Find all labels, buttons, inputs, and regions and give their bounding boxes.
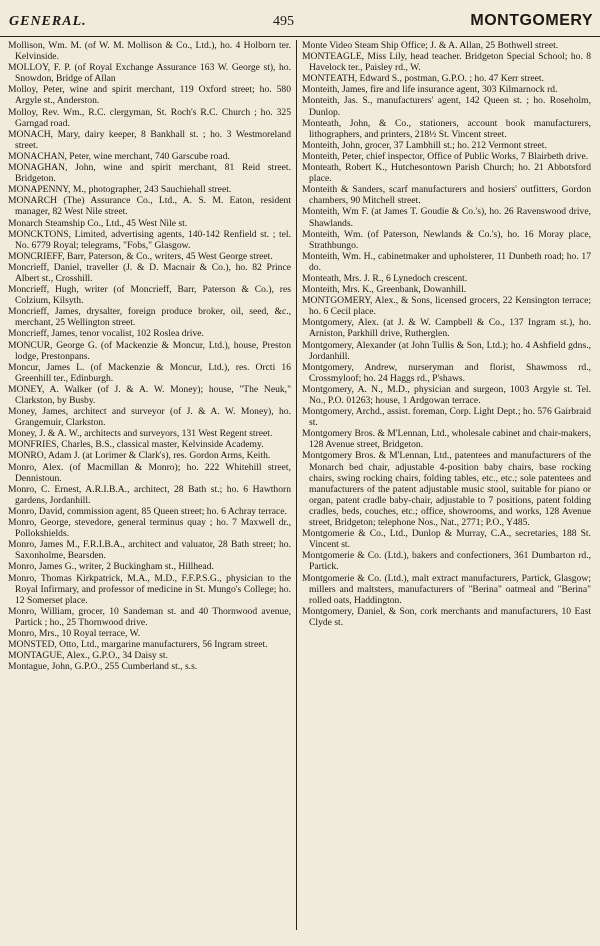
directory-entry: Montgomerie & Co., Ltd., Dunlop & Murray, C.A., secretaries, 188 St. Vincent st.: [302, 528, 591, 551]
directory-entry: Molloy, Rev. Wm., R.C. clergyman, St. Roch's R.C. Church ; ho. 325 Garngad road.: [8, 106, 291, 129]
surname-heading: MONTGOMERY: [470, 12, 593, 29]
directory-entry: MONARCH (The) Assurance Co., Ltd., A. S. M. Eaton, resident manager, 82 West Nile street.: [8, 195, 291, 218]
directory-entry: Monteith, John, grocer, 37 Lambhill st.; ho. 212 Vermont street.: [302, 139, 547, 151]
directory-entry: Mollison, Wm. M. (of W. M. Mollison & Co., Ltd.), ho. 4 Holborn ter. Kelvinside.: [8, 40, 291, 63]
directory-entry: Montgomery, A. N., M.D., physician and surgeon, 1003 Argyle st. Tel. No., P.O. 01263; house, 1 Ardgowan terrace.: [302, 383, 591, 406]
section-title: GENERAL.: [9, 14, 87, 29]
directory-entry: Monteith, James, fire and life insurance agent, 303 Kilmarnock rd.: [302, 84, 558, 96]
directory-entry: MONCKTONS, Limited, advertising agents, 140-142 Renfield st. ; tel. No. 6779 Royal; telegrams, "Fobs," Glasgow.: [8, 228, 291, 251]
directory-entry: Molloy, Peter, wine and spirit merchant, 119 Oxford street; ho. 580 Argyle st., Anderston.: [8, 84, 291, 107]
running-header: [0, 12, 600, 37]
directory-entry: Monteith, Jas. S., manufacturers' agent, 142 Queen st. ; ho. Roseholm, Dunlop.: [302, 95, 591, 118]
directory-entry: Montgomerie & Co. (Ltd.), bakers and confectioners, 361 Dumbarton rd., Partick.: [302, 550, 591, 573]
directory-entry: Montgomery Bros. & M'Lennan, Ltd., wholesale cabinet and chair-makers, 128 Avenue street, Bridgeton.: [302, 428, 592, 451]
right-column: [302, 40, 591, 628]
directory-entry: Money, James, architect and surveyor (of J. & A. W. Money), ho. Grangemuir, Clarkston.: [8, 406, 291, 429]
directory-entry: MONFRIES, Charles, B.S., classical master, Kelvinside Academy.: [8, 439, 264, 451]
directory-entry: MONACH, Mary, dairy keeper, 8 Bankhall st. ; ho. 3 Westmoreland street.: [8, 128, 291, 151]
directory-entry: Moncrieff, Hugh, writer (of Moncrieff, Barr, Paterson & Co.), res Colzium, Kilsyth.: [8, 284, 291, 307]
directory-entry: Montgomery Bros. & M'Lennan, Ltd., patentees and manufacturers of the Monarch bed chair, adjustable 4-position baby chairs, base rocking chairs, swing rocking chairs, folding tables, etc., etc.; sole patentees and manufacturers of the patent adjustable music stool, suitable for piano or organ, patent cradle baby-chair, adjustable to 7 positions, patent folding cradles, beds, couches, etc.; office, showrooms, and works, 128 Avenue street, Bridgeton; telephone Nos., Nat., 2771; P.O., Y485.: [302, 450, 591, 529]
directory-entry: Monteith, Peter, chief inspector, Office of Public Works, 7 Blairbeth drive.: [302, 150, 589, 162]
directory-entry: Montgomery, Archd., assist. foreman, Corp. Light Dept.; ho. 576 Gairbraid st.: [302, 406, 591, 429]
directory-entry: Money, J. & A. W., architects and surveyors, 131 West Regent street.: [8, 428, 273, 440]
directory-entry: Monte Video Steam Ship Office; J. & A. Allan, 25 Bothwell street.: [302, 40, 559, 51]
directory-entry: Montgomery, Andrew, nurseryman and florist, Shawmoss rd., Crossmyloof; ho. 24 Haggs rd., P'shaws.: [302, 361, 591, 384]
directory-entry: Monro, Alex. (of Macmillan & Monro); ho. 222 Whitehill street, Dennistoun.: [8, 461, 291, 484]
directory-entry: MONTGOMERY, Alex., & Sons, licensed grocers, 22 Kensington terrace; ho. 6 Cecil place.: [302, 295, 591, 318]
directory-entry: MONRO, Adam J. (at Lorimer & Clark's), res. Gordon Arms, Keith.: [8, 450, 271, 462]
directory-entry: Monro, C. Ernest, A.R.I.B.A., architect, 28 Bath st.; ho. 6 Hawthorn gardens, Jordanhill.: [8, 483, 291, 506]
directory-entry: Monro, George, stevedore, general terminus quay ; ho. 7 Maxwell dr., Pollokshields.: [8, 517, 291, 540]
directory-entry: MONTEATH, Edward S., postman, G.P.O. ; ho. 47 Kerr street.: [302, 73, 544, 85]
directory-entry: Monarch Steamship Co., Ltd., 45 West Nile st.: [8, 217, 188, 229]
directory-entry: Monteith, Wm F. (at James T. Goudie & Co.'s), ho. 26 Ravenswood drive, Shawlands.: [302, 206, 591, 229]
directory-entry: Monro, David, commission agent, 85 Queen street; ho. 6 Achray terrace.: [8, 505, 287, 517]
directory-entry: Monro, James M., F.R.I.B.A., architect and valuator, 28 Bath street; ho. Saxonholme, Bearsden.: [8, 539, 291, 562]
column-divider: [296, 40, 297, 930]
directory-entry: Moncur, James L. (of Mackenzie & Moncur, Ltd.), res. Orcti 16 Greenhill ter., Edinburgh.: [8, 361, 291, 384]
directory-entry: Montgomery, Alex. (at J. & W. Campbell & Co., 137 Ingram st.), ho. Arniston, Parkhill drive, Rutherglen.: [302, 317, 591, 340]
directory-entry: MONCUR, George G. (of Mackenzie & Moncur, Ltd.), house, Preston lodge, Prestonpans.: [8, 339, 291, 362]
directory-entry: MONSTED, Otto, Ltd., margarine manufacturers, 56 Ingram street.: [8, 639, 268, 651]
directory-entry: Monro, William, grocer, 10 Sandeman st. and 40 Thornwood avenue, Partick ; ho., 25 Thornwood drive.: [8, 605, 291, 628]
directory-entry: Monro, Thomas Kirkpatrick, M.A., M.D., F.F.P.S.G., physician to the Royal Infirmary, and professor of medicine in St. Mungo's College; ho. 12 Somerset place.: [8, 572, 291, 606]
directory-entry: Monteath, John, & Co., stationers, account book manufacturers, lithographers, and printers, 218½ St. Vincent street.: [302, 117, 591, 140]
directory-entry: Monro, Mrs., 10 Royal terrace, W.: [8, 627, 141, 639]
directory-entry: MONEY, A. Walker (of J. & A. W. Money); house, "The Neuk," Clarkston, by Busby.: [8, 383, 291, 406]
directory-entry: MONAPENNY, M., photographer, 243 Sauchiehall street.: [8, 184, 232, 196]
directory-entry: Monteath, Robert K., Hutchesontown Parish Church; ho. 21 Abbotsford place.: [302, 162, 591, 185]
directory-entry: Monro, James G., writer, 2 Buckingham st., Hillhead.: [8, 561, 214, 573]
directory-entry: Monteath, Mrs. J. R., 6 Lynedoch crescent.: [302, 272, 468, 284]
directory-entry: Montgomery, Daniel, & Son, cork merchants and manufacturers, 10 East Clyde st.: [302, 605, 591, 628]
page-number: 495: [273, 14, 294, 29]
directory-entry: Monteith, Wm. (of Paterson, Newlands & Co.'s), ho. 16 Moray place, Strathbungo.: [302, 228, 591, 251]
directory-entry: MONAGHAN, John, wine and spirit merchant, 81 Reid street. Bridgeton.: [8, 162, 291, 185]
directory-entry: Moncrieff, James, drysalter, foreign produce broker, oil, seed, &c., merchant, 25 Wellington street.: [8, 306, 291, 329]
directory-entry: Moncrieff, James, tenor vocalist, 102 Roslea drive.: [8, 328, 204, 340]
directory-entry: Montague, John, G.P.O., 255 Cumberland st., s.s.: [8, 661, 198, 673]
directory-entry: MONCRIEFF, Barr, Paterson, & Co., writers, 45 West George street.: [8, 250, 273, 262]
directory-entry: Moncrieff, Daniel, traveller (J. & D. Macnair & Co.), ho. 82 Prince Albert st., Crosshill.: [8, 261, 291, 284]
directory-entry: MONTEAGLE, Miss Lily, head teacher. Bridgeton Special School; ho. 8 Havelock ter., Paisley rd., W.: [302, 51, 591, 74]
directory-entry: MOLLOY, F. P. (of Royal Exchange Assurance 163 W. George st), ho. Snowdon, Bridge of Allan: [8, 62, 291, 85]
directory-entry: Monteith, Mrs. K., Greenbank, Dowanhill.: [302, 284, 467, 296]
directory-entry: Monteith & Sanders, scarf manufacturers and hosiers' outfitters, Gordon chambers, 90 Mitchell street.: [302, 184, 591, 207]
directory-entry: MONTAGUE, Alex., G.P.O., 34 Daisy st.: [8, 650, 168, 662]
directory-entry: Monteith, Wm. H., cabinetmaker and upholsterer, 11 Dunbeth road; ho. 17 do.: [302, 250, 591, 273]
left-column: [8, 40, 291, 672]
directory-entry: MONACHAN, Peter, wine merchant, 740 Garscube road.: [8, 150, 230, 162]
directory-entry: Montgomery, Alexander (at John Tullis & Son, Ltd.); ho. 4 Ashfield gdns., Jordanhill.: [302, 339, 591, 362]
directory-entry: Montgomerie & Co. (Ltd.), malt extract manufacturers, Partick, Glasgow; millers and maltsters, manufacturers of "Berina" oatmeal and "Berina" rolled oats, Haddington.: [302, 572, 591, 606]
